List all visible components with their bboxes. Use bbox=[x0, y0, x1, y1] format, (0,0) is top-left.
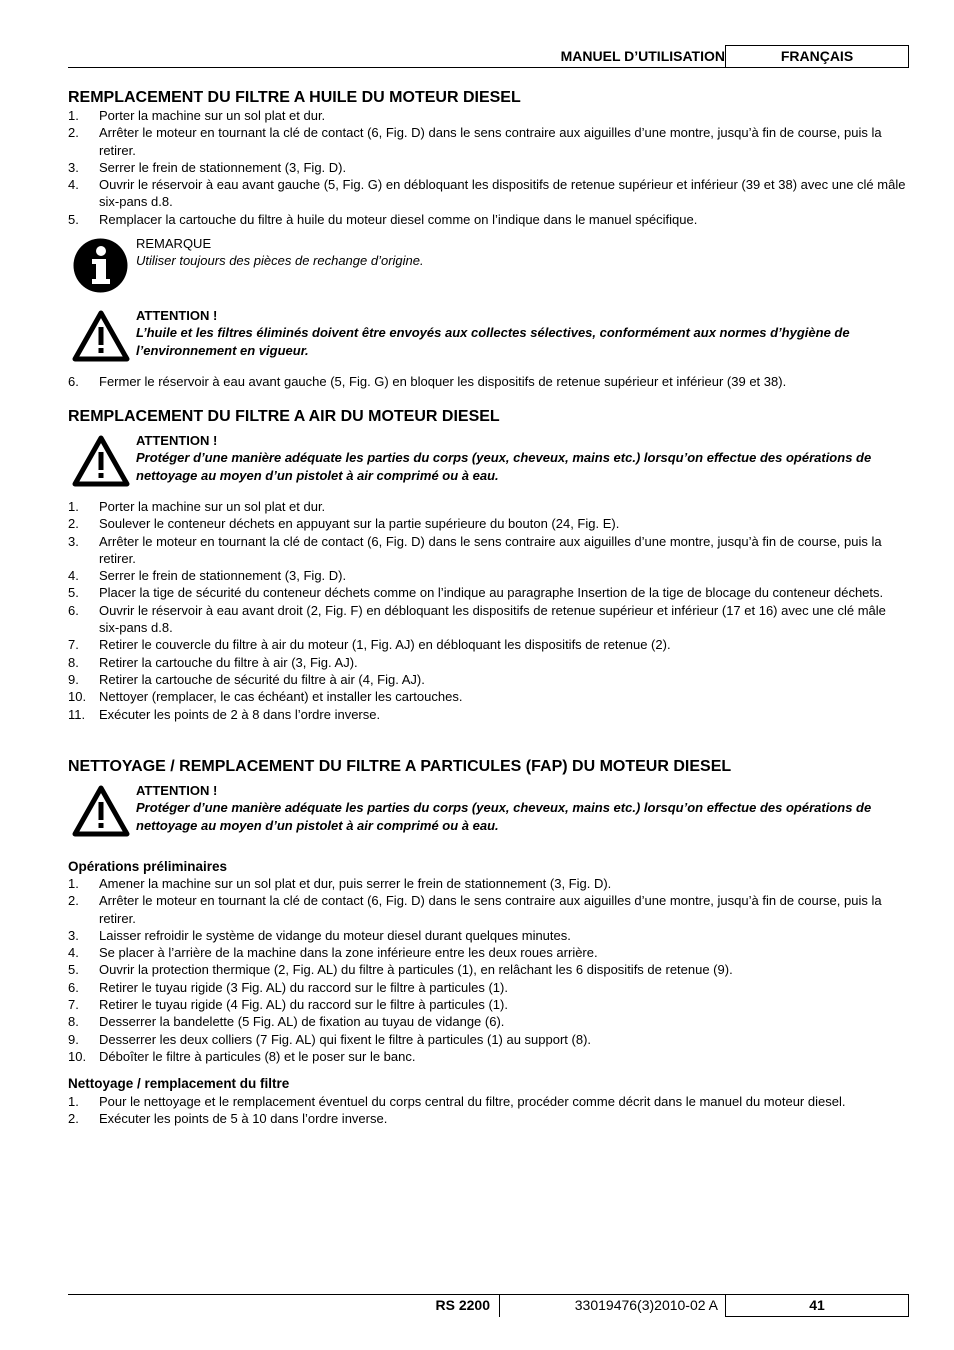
warning-icon bbox=[72, 785, 130, 837]
list-item: 5. Placer la tige de sécurité du conteneur déchets comme on l’indique au paragraphe Insertion de la tige de blocage du conteneur déchets. bbox=[68, 585, 884, 601]
section-title-particulate-filter: NETTOYAGE / REMPLACEMENT DU FILTRE A PARTICULES (FAP) DU MOTEUR DIESEL bbox=[68, 758, 732, 775]
list-item: 2. Arrêter le moteur en tournant la clé de contact (6, Fig. D) dans le sens contraire aux aiguilles d’une montre, jusqu’à fin de course, puis la retirer. bbox=[68, 893, 882, 926]
remark-label: REMARQUE bbox=[136, 236, 212, 251]
warning-icon bbox=[72, 435, 130, 487]
list-item: 6. Fermer le réservoir à eau avant gauche (5, Fig. G) en bloquer les dispositifs de retenue supérieur et inférieur (39 et 38). bbox=[68, 374, 787, 389]
list-item: 9. Desserrer les deux colliers (7 Fig. AL) qui fixent le filtre à particules (1) au support (8). bbox=[68, 1031, 592, 1047]
header-rule bbox=[68, 67, 909, 68]
list-item: 2. Arrêter le moteur en tournant la clé de contact (6, Fig. D) dans le sens contraire aux aiguilles d’une montre, jusqu’à fin de course, puis la retirer. bbox=[68, 125, 882, 158]
list-item: 8. Retirer la cartouche du filtre à air (3, Fig. AJ). bbox=[68, 654, 358, 670]
footer-model: RS 2200 bbox=[435, 1297, 490, 1313]
list-item: 5. Remplacer la cartouche du filtre à huile du moteur diesel comme on l’indique dans le manuel spécifique. bbox=[68, 211, 698, 227]
list-item: 3. Serrer le frein de stationnement (3, Fig. D). bbox=[68, 159, 347, 175]
warning-icon bbox=[72, 310, 130, 362]
preliminary-steps bbox=[68, 875, 909, 1065]
oil-filter-steps bbox=[68, 107, 909, 228]
list-item: 8. Desserrer la bandelette (5 Fig. AL) de fixation au tuyau de vidange (6). bbox=[68, 1014, 505, 1030]
warning-label: ATTENTION ! bbox=[136, 783, 218, 798]
subsection-title-cleaning: Nettoyage / remplacement du filtre bbox=[68, 1076, 290, 1091]
list-item: 1. Amener la machine sur un sol plat et dur, puis serrer le frein de stationnement (3, Fig. D). bbox=[68, 876, 612, 891]
warning-text: Protéger d’une manière adéquate les parties du corps (yeux, cheveux, mains etc.) lorsqu’on effectue des opérations de nettoyage au moyen d’un pistolet à air comprimé ou à eau. bbox=[136, 450, 872, 483]
header-language: FRANÇAIS bbox=[725, 45, 909, 67]
list-item: 10. Déboîter le filtre à particules (8) et le poser sur le banc. bbox=[68, 1048, 416, 1064]
list-item: 1. Pour le nettoyage et le remplacement éventuel du corps central du filtre, procéder comme décrit dans le manuel du moteur diesel. bbox=[68, 1094, 846, 1109]
list-item: 4. Se placer à l’arrière de la machine dans la zone inférieure entre les deux roues arrière. bbox=[68, 945, 598, 961]
list-item: 4. Ouvrir le réservoir à eau avant gauche (5, Fig. G) en débloquant les dispositifs de retenue supérieur et inférieur (39 et 38) avec une clé mâle six-pans d.8. bbox=[68, 177, 906, 210]
list-item: 11. Exécuter les points de 2 à 8 dans l’ordre inverse. bbox=[68, 706, 381, 722]
list-item: 5. Ouvrir la protection thermique (2, Fig. AL) du filtre à particules (1), en relâchant les 6 dispositifs de retenue (9). bbox=[68, 962, 733, 978]
header-manual-title: MANUEL D’UTILISATION bbox=[560, 48, 725, 64]
list-item: 4. Serrer le frein de stationnement (3, Fig. D). bbox=[68, 568, 347, 584]
remark-note bbox=[68, 235, 909, 270]
list-item: 6. Ouvrir le réservoir à eau avant droit (2, Fig. F) en débloquant les dispositifs de retenue supérieur et inférieur (17 et 16) avec une clé mâle six-pans d.8. bbox=[68, 602, 886, 636]
list-item: 3. Arrêter le moteur en tournant la clé de contact (6, Fig. D) dans le sens contraire aux aiguilles d’une montre, jusqu’à fin de course, puis la retirer. bbox=[68, 533, 882, 566]
air-filter-steps bbox=[68, 498, 909, 723]
footer-separator bbox=[499, 1295, 500, 1317]
warning-text: Protéger d’une manière adéquate les parties du corps (yeux, cheveux, mains etc.) lorsqu’on effectue des opérations de nettoyage au moyen d’un pistolet à air comprimé ou à eau. bbox=[136, 800, 872, 833]
cleaning-steps bbox=[68, 1093, 909, 1128]
oil-warning-note bbox=[68, 307, 909, 359]
warning-label: ATTENTION ! bbox=[136, 308, 218, 323]
warning-text: L’huile et les filtres éliminés doivent être envoyés aux collectes sélectives, conformément aux normes d’hygiène de l’environnement en vigueur. bbox=[136, 325, 850, 358]
footer-doc-code: 33019476(3)2010-02 A bbox=[574, 1297, 718, 1313]
air-warning-note bbox=[68, 432, 909, 484]
list-item: 1. Porter la machine sur un sol plat et dur. bbox=[68, 499, 326, 514]
list-item: 6. Retirer le tuyau rigide (3 Fig. AL) du raccord sur le filtre à particules (1). bbox=[68, 979, 508, 995]
fap-warning-note bbox=[68, 782, 909, 834]
list-item: 3. Laisser refroidir le système de vidange du moteur diesel durant quelques minutes. bbox=[68, 927, 571, 943]
section-title-oil-filter: REMPLACEMENT DU FILTRE A HUILE DU MOTEUR DIESEL bbox=[68, 89, 521, 106]
list-item: 2. Soulever le conteneur déchets en appuyant sur la partie supérieure du bouton (24, Fig. E). bbox=[68, 516, 620, 532]
oil-filter-final-step bbox=[68, 373, 909, 390]
remark-text: Utiliser toujours des pièces de rechange d’origine. bbox=[136, 253, 424, 269]
list-item: 7. Retirer le couvercle du filtre à air du moteur (1, Fig. AJ) en débloquant les dispositifs de retenue (2). bbox=[68, 637, 671, 653]
list-item: 9. Retirer la cartouche de sécurité du filtre à air (4, Fig. AJ). bbox=[68, 671, 425, 687]
footer-page-number: 41 bbox=[725, 1295, 909, 1317]
list-item: 1. Porter la machine sur un sol plat et dur. bbox=[68, 108, 326, 123]
info-icon bbox=[72, 237, 129, 294]
warning-label: ATTENTION ! bbox=[136, 433, 218, 448]
section-title-air-filter: REMPLACEMENT DU FILTRE A AIR DU MOTEUR DIESEL bbox=[68, 408, 500, 425]
list-item: 2. Exécuter les points de 5 à 10 dans l’ordre inverse. bbox=[68, 1111, 388, 1127]
list-item: 7. Retirer le tuyau rigide (4 Fig. AL) du raccord sur le filtre à particules (1). bbox=[68, 997, 508, 1013]
list-item: 10. Nettoyer (remplacer, le cas échéant) et installer les cartouches. bbox=[68, 689, 463, 705]
subsection-title-preliminary: Opérations préliminaires bbox=[68, 859, 228, 874]
